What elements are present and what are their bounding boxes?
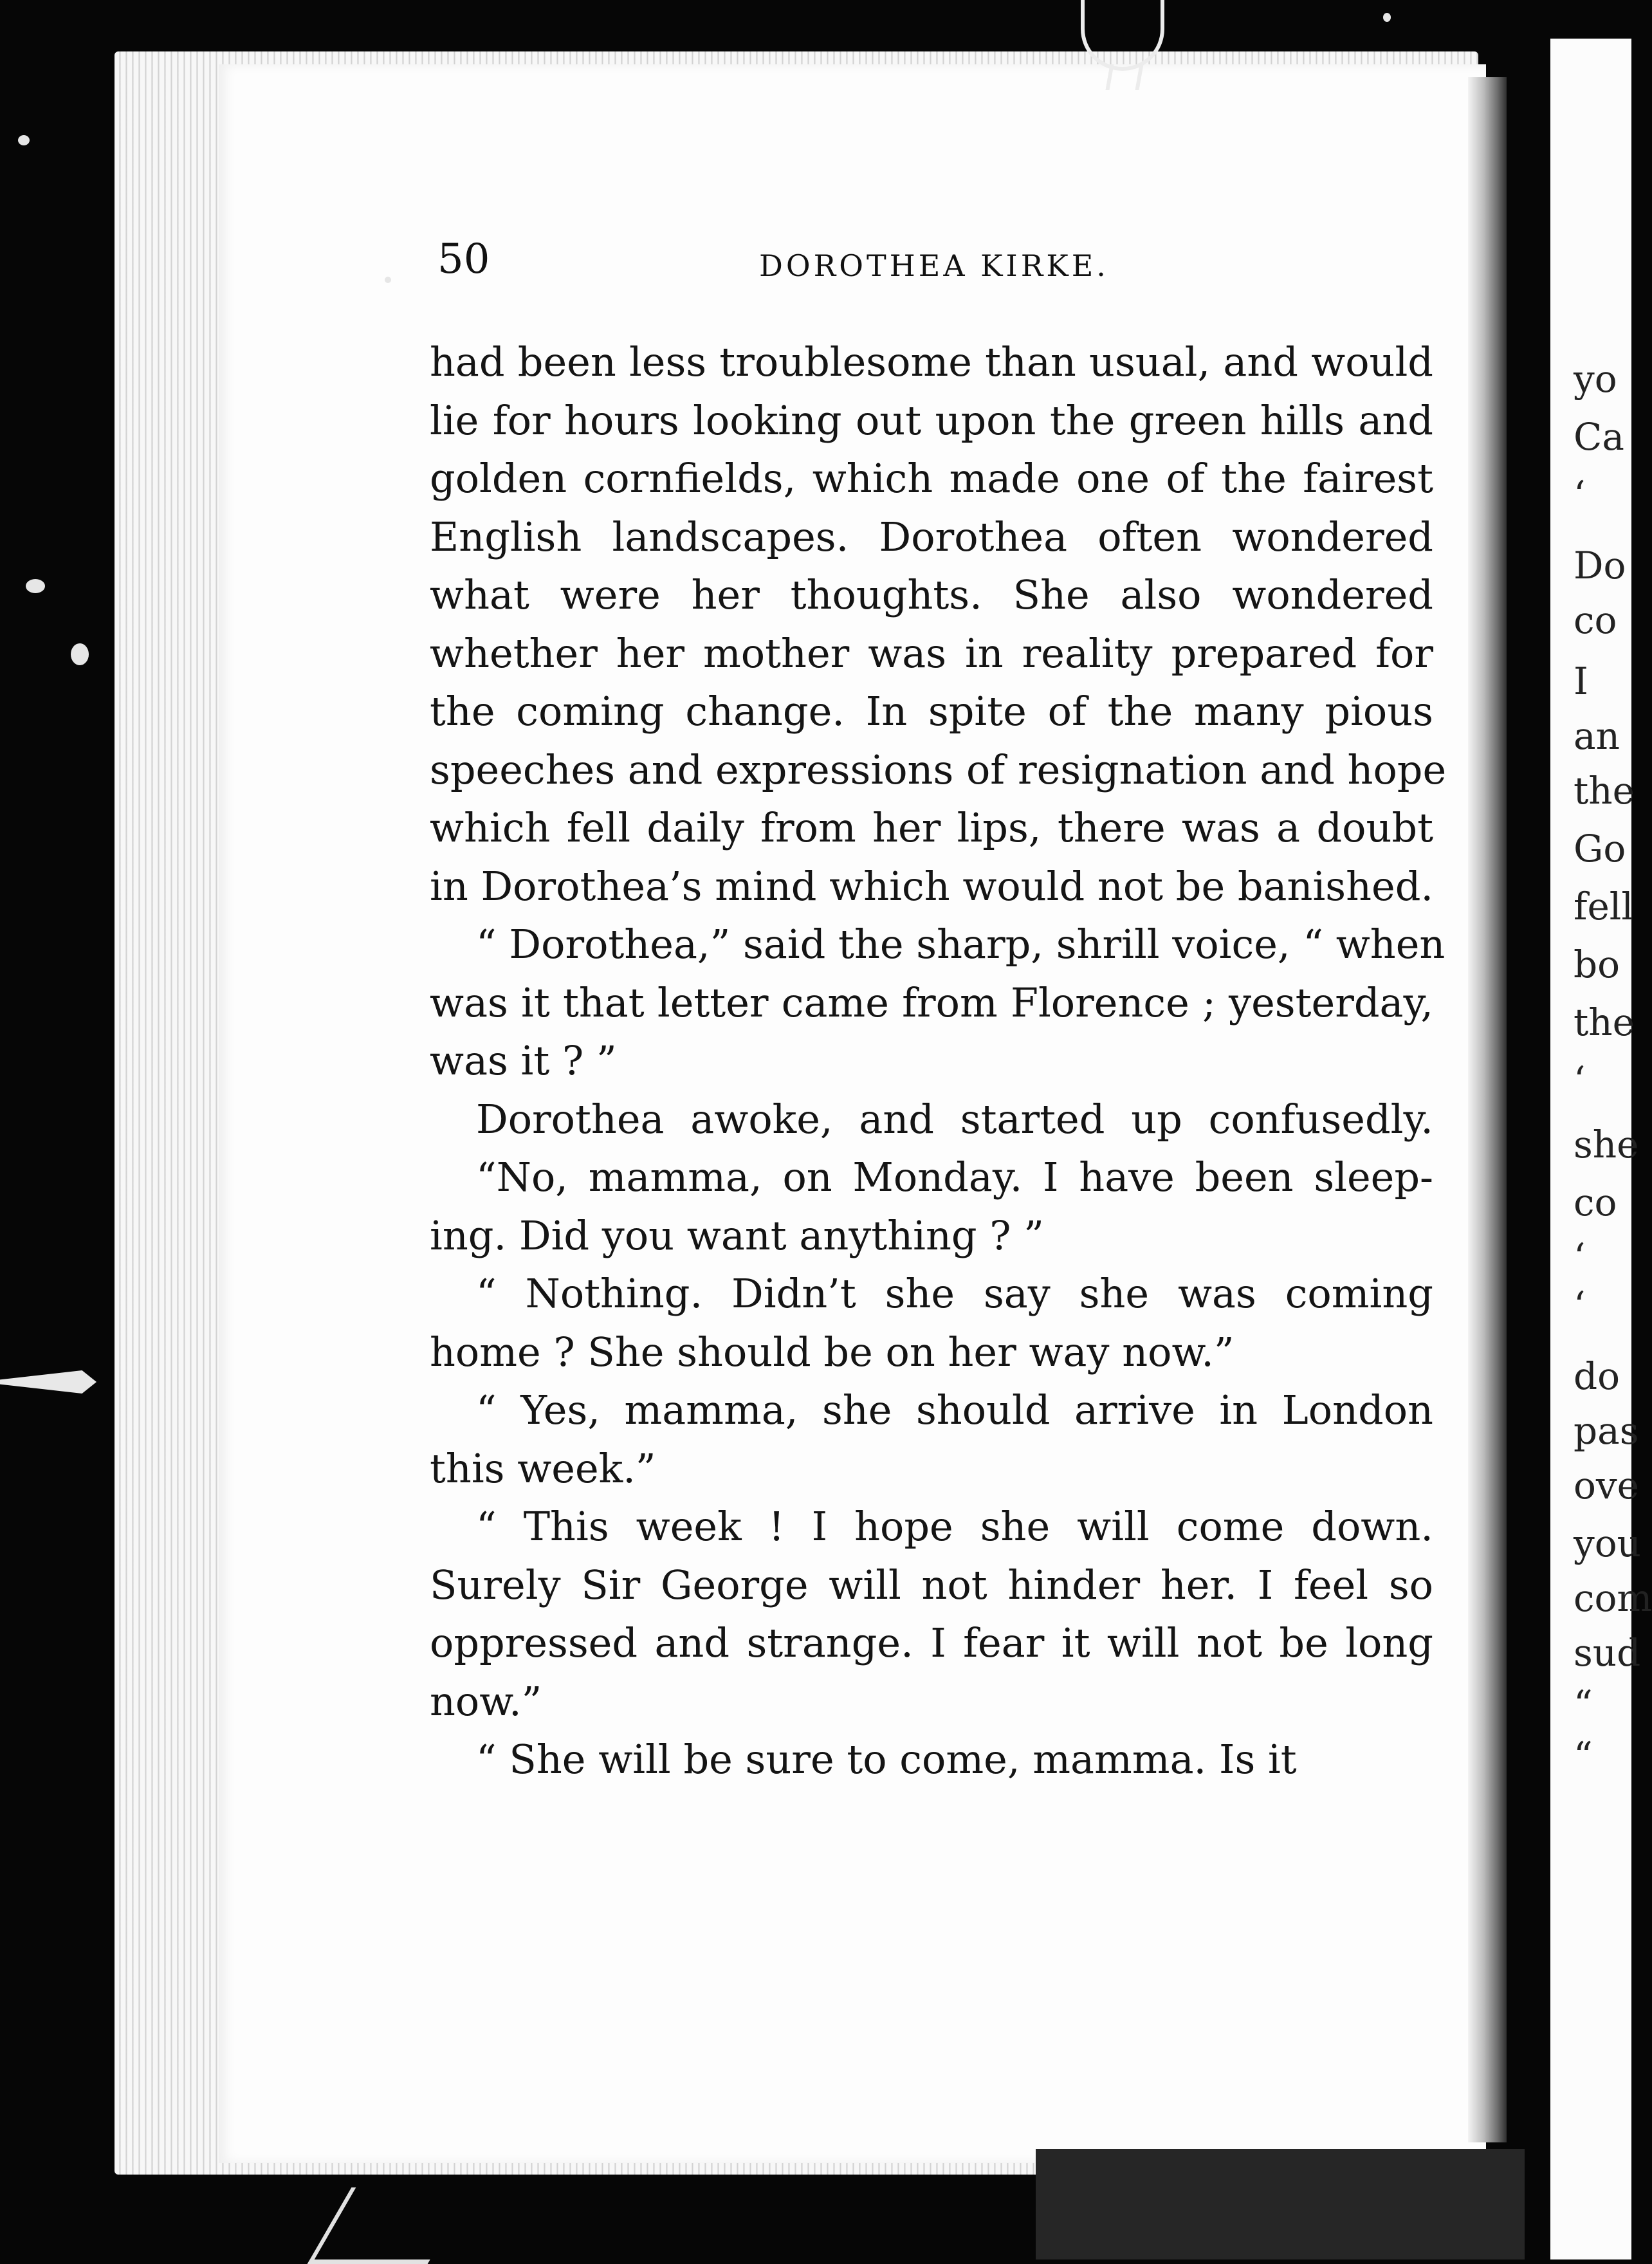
facing-page-fragment: sud xyxy=(1574,1631,1641,1675)
dust-speck xyxy=(1383,13,1391,22)
facing-page-fragment: “ xyxy=(1574,1734,1593,1778)
facing-page-fragment: yo xyxy=(1574,357,1617,401)
text-line: “ She will be sure to come, mamma. Is it xyxy=(476,1736,1297,1783)
book-gutter xyxy=(1468,77,1507,2142)
text-line: “ Nothing. Didn’t she say she was coming xyxy=(476,1270,1433,1317)
facing-page-fragment: ‘ xyxy=(1574,1235,1586,1279)
text-line: English landscapes. Dorothea often wondered xyxy=(430,513,1433,560)
text-line: ing. Did you want anything ? ” xyxy=(430,1211,1044,1259)
text-line: what were her thoughts. She also wondered xyxy=(430,571,1433,618)
text-line: “ This week ! I hope she will come down. xyxy=(476,1503,1433,1550)
facing-page xyxy=(1550,39,1652,2259)
running-head xyxy=(437,235,1435,287)
running-title: DOROTHEA KIRKE. xyxy=(759,248,1109,283)
text-line: whether her mother was in reality prepared for xyxy=(430,629,1433,677)
text-line: speeches and expressions of resignation and hope xyxy=(430,746,1447,793)
facing-page-fragment: she xyxy=(1574,1123,1639,1166)
facing-page-fragment: I xyxy=(1574,659,1588,703)
text-line: in Dorothea’s mind which would not be banished. xyxy=(430,862,1434,910)
text-line: which fell daily from her lips, there was a doubt xyxy=(430,804,1433,851)
text-line: was it ? ” xyxy=(430,1037,617,1084)
text-line: oppressed and strange. I fear it will not be long xyxy=(430,1619,1433,1666)
text-line: lie for hours looking out upon the green hills and xyxy=(430,396,1433,444)
facing-page-fragment: co xyxy=(1574,598,1617,642)
text-line: had been less troublesome than usual, and would xyxy=(430,338,1433,385)
text-line: the coming change. In spite of the many pious xyxy=(430,688,1433,735)
body-text xyxy=(430,333,1447,1789)
text-line: golden cornfields, which made one of the fairest xyxy=(430,455,1433,502)
facing-page-fragment: pas xyxy=(1574,1409,1639,1453)
text-line: Dorothea awoke, and started up confusedly. xyxy=(476,1095,1433,1143)
dust-speck xyxy=(71,643,89,665)
dust-speck xyxy=(385,277,391,283)
clip-stem xyxy=(1105,64,1143,90)
facing-page-fragment: ‘ xyxy=(1574,1284,1586,1327)
text-line: “ Yes, mamma, she should arrive in London xyxy=(476,1386,1433,1433)
facing-page-fragment: the xyxy=(1574,1000,1635,1044)
scan-marker-icon xyxy=(307,2187,472,2264)
dust-speck xyxy=(26,579,45,593)
text-line: “No, mamma, on Monday. I have been sleep- xyxy=(476,1154,1433,1201)
facing-page-fragment: do xyxy=(1574,1354,1620,1398)
facing-page-fragment: you xyxy=(1574,1522,1642,1565)
facing-page-fragment: ‘ xyxy=(1574,473,1586,517)
text-line: home ? She should be on her way now.” xyxy=(430,1328,1234,1376)
page-number: 50 xyxy=(437,235,490,283)
facing-page-fragment: “ xyxy=(1574,1682,1593,1726)
facing-page-fragment: ‘ xyxy=(1574,1058,1586,1102)
facing-page-fragment: an xyxy=(1574,714,1620,758)
facing-page-fragment: fell xyxy=(1574,885,1633,928)
facing-page-fragment: Ca xyxy=(1574,415,1624,459)
facing-page-fragment: com xyxy=(1574,1576,1652,1620)
book-cover-edge xyxy=(1036,2149,1525,2259)
facing-page-fragment: ove xyxy=(1574,1464,1640,1507)
text-line: Surely Sir George will not hinder her. I feel so xyxy=(430,1561,1433,1608)
text-line: this week.” xyxy=(430,1444,656,1492)
text-line: now.” xyxy=(430,1677,542,1725)
facing-page-fragment: co xyxy=(1574,1181,1617,1224)
facing-page-fragment: Do xyxy=(1574,544,1626,587)
facing-page-fragment: the xyxy=(1574,769,1635,813)
text-line: was it that letter came from Florence ; yesterday, xyxy=(430,979,1433,1026)
pointer-mark-icon xyxy=(0,1370,96,1394)
dust-speck xyxy=(18,135,30,145)
facing-page-fragment: Go xyxy=(1574,827,1626,870)
facing-page-fragment: bo xyxy=(1574,943,1620,986)
text-line: “ Dorothea,” said the sharp, shrill voice, “ when xyxy=(476,921,1446,968)
